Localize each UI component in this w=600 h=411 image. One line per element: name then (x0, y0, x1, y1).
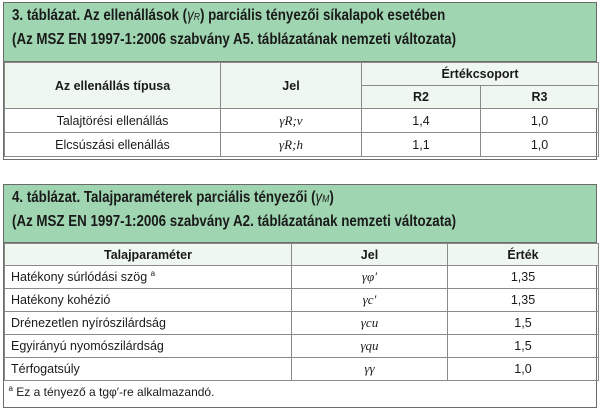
footnote-row (5, 381, 599, 402)
col-header-value-group: Értékcsoport (362, 63, 599, 86)
table-row (5, 289, 599, 312)
col-header-resistance-type: Az ellenállás típusa (5, 63, 221, 109)
cell-type: Elcsúszási ellenállás (5, 133, 221, 157)
table-4-title: 4. táblázat. Talajparaméterek parciális tényezői (γM) (12, 189, 334, 206)
cell-param: Egyirányú nyomószilárdság (5, 335, 292, 358)
cell-param: Hatékony súrlódási szög $^a$ (5, 266, 292, 289)
cell-param: Hatékony kohézió (5, 289, 292, 312)
cell-symbol: γqu (292, 335, 448, 358)
cell-symbol: γφ′ (292, 266, 448, 289)
table-3-subtitle: (Az MSZ EN 1997-1:2006 szabvány A5. táblázatának nemzeti változata) (12, 31, 457, 48)
table-3 (3, 2, 597, 160)
table-4 (3, 184, 597, 408)
footnote-text: Ez a tényező a tgφ′-re alkalmazandó. (12, 384, 215, 399)
table-4-subtitle: (Az MSZ EN 1997-1:2006 szabvány A2. táblázatának nemzeti változata) (12, 213, 457, 230)
table-4-grid (4, 243, 599, 402)
table-row (5, 335, 599, 358)
footnote (5, 381, 599, 402)
cell-param: Térfogatsúly (5, 358, 292, 381)
col-header-r3: R3 (481, 86, 599, 109)
footnote-marker: a (150, 269, 156, 279)
cell-value: 1,35 (448, 289, 599, 312)
cell-value: 1,35 (448, 266, 599, 289)
cell-r2: 1,1 (362, 133, 481, 157)
cell-value: 1,0 (448, 358, 599, 381)
col-header-symbol: Jel (292, 244, 448, 266)
cell-symbol: γR;v (221, 109, 362, 133)
table-row (5, 358, 599, 381)
col-header-r2: R2 (362, 86, 481, 109)
cell-type: Talajtörési ellenállás (5, 109, 221, 133)
table-row (5, 312, 599, 335)
footnote-label: a (8, 383, 13, 393)
col-header-symbol: Jel (221, 63, 362, 109)
table-row (5, 266, 599, 289)
cell-value: 1,5 (448, 335, 599, 358)
cell-symbol: γcu (292, 312, 448, 335)
table-row (5, 109, 599, 133)
cell-symbol: γR;h (221, 133, 362, 157)
col-header-value: Érték (448, 244, 599, 266)
col-header-param: Talajparaméter (5, 244, 292, 266)
cell-symbol: γγ (292, 358, 448, 381)
cell-r3: 1,0 (481, 133, 599, 157)
table-3-header (4, 3, 596, 62)
cell-param: Drénezetlen nyírószilárdság (5, 312, 292, 335)
cell-r3: 1,0 (481, 109, 599, 133)
table-row (5, 133, 599, 157)
cell-r2: 1,4 (362, 109, 481, 133)
cell-value: 1,5 (448, 312, 599, 335)
table-3-title: 3. táblázat. Az ellenállások (γR) parciális tényezői síkalapok esetében (12, 7, 446, 24)
cell-symbol: γc′ (292, 289, 448, 312)
table-4-header (4, 185, 596, 243)
table-3-grid (4, 62, 599, 157)
